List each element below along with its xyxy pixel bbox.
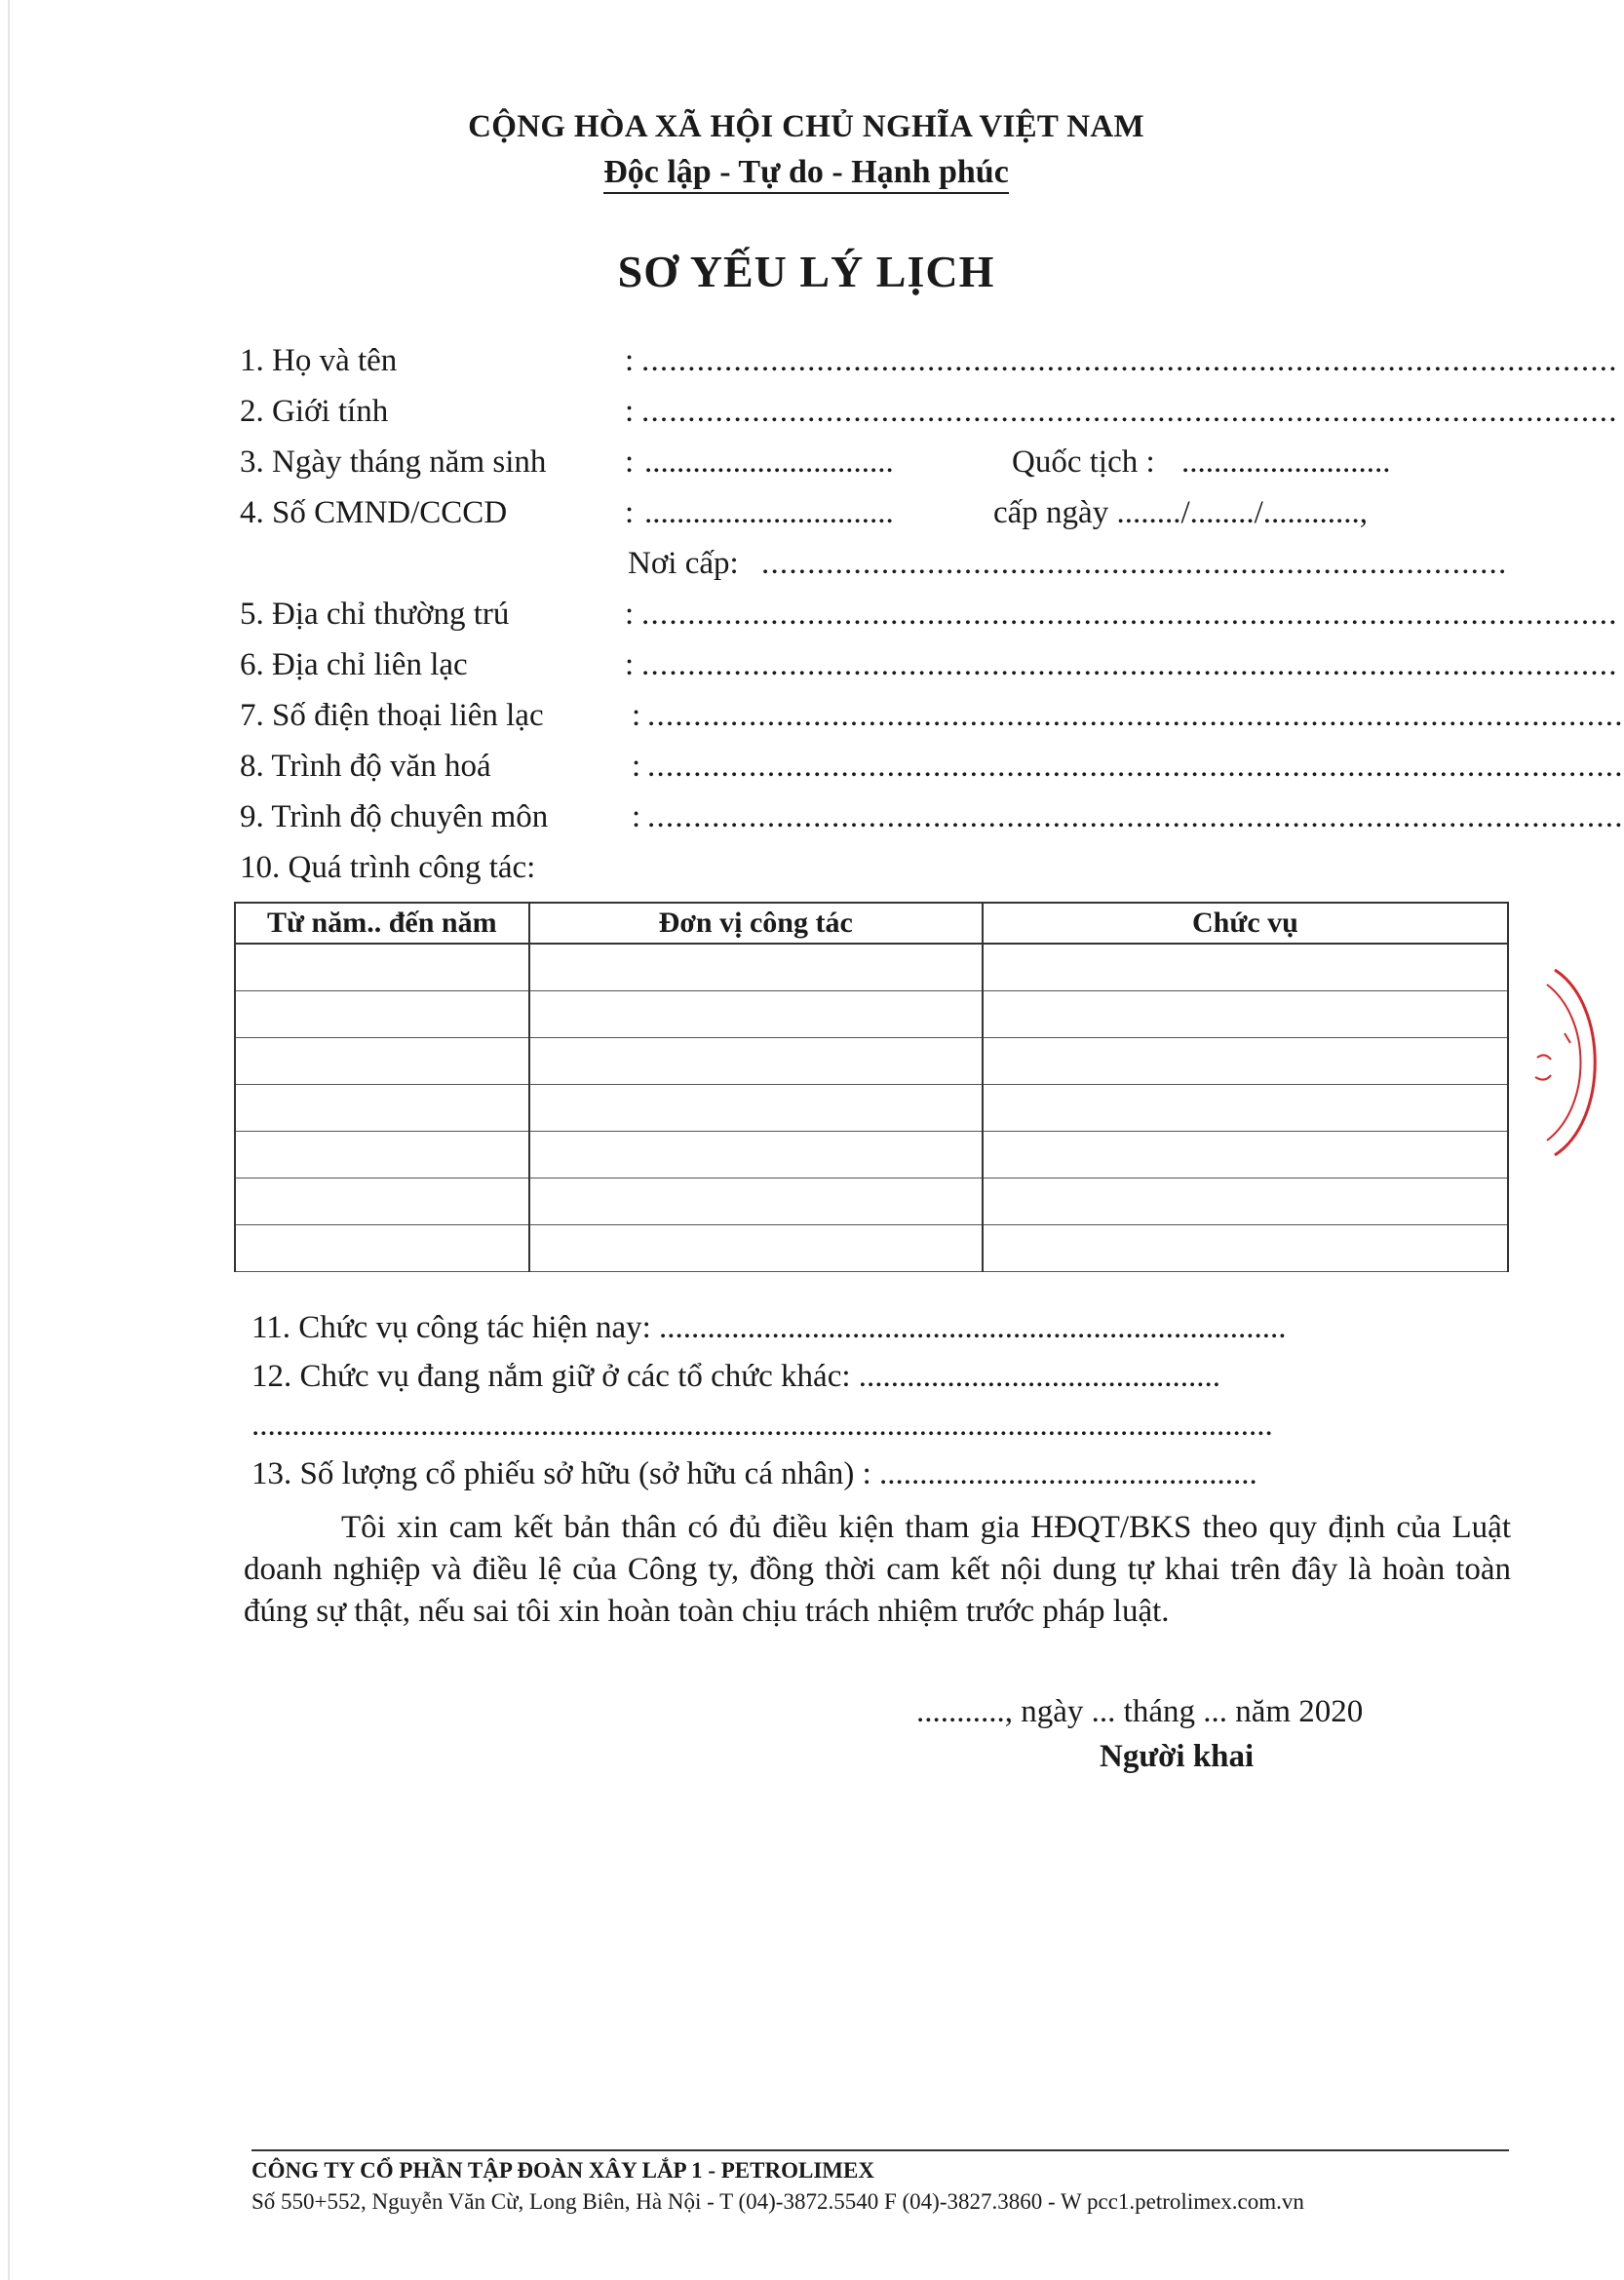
table-cell[interactable]: [529, 1085, 983, 1132]
fill-line: ..........................................................................................................: [647, 698, 1624, 733]
table-cell[interactable]: [983, 944, 1508, 991]
field-issue-place[interactable]: [240, 546, 1508, 589]
field-colon: :: [625, 597, 635, 632]
field-label: 8. Trình độ văn hoá: [240, 749, 491, 784]
table-cell[interactable]: [529, 1038, 983, 1085]
field-colon: :: [625, 394, 635, 429]
signature-date: ..........., ngày ... tháng ... năm 2020: [916, 1694, 1364, 1729]
table-row: [235, 1038, 1508, 1085]
field-colon: :: [625, 495, 635, 530]
nation-heading: CỘNG HÒA XÃ HỘI CHỦ NGHĨA VIỆT NAM: [468, 109, 1144, 144]
footer-divider: [251, 2149, 1509, 2151]
fill-line: ...............................: [644, 495, 894, 530]
field-gender[interactable]: [240, 394, 1618, 437]
field-qualification[interactable]: [240, 799, 1624, 842]
table-cell[interactable]: [529, 1225, 983, 1272]
table-cell[interactable]: [235, 1179, 529, 1225]
fill-line: ..........................................................................................................: [641, 343, 1618, 378]
stamp-icon: [1526, 965, 1613, 1160]
field-shares-owned[interactable]: 13. Số lượng cổ phiếu sở hữu (sở hữu cá nhân) : ...............................................: [251, 1456, 1257, 1491]
fill-line: ..........................: [1181, 444, 1391, 480]
nationality-label: Quốc tịch :: [1012, 444, 1155, 480]
fill-line: ..........................................................................................................: [647, 749, 1624, 784]
footer-address: Số 550+552, Nguyễn Văn Cừ, Long Biên, Hà Nội - T (04)-3872.5540 F (04)-3827.3860 - W pcc1.petrolimex.com.vn: [251, 2189, 1304, 2214]
field-other-positions-cont[interactable]: ...............................................................................................................................: [251, 1408, 1273, 1443]
col-header-position: Chức vụ: [983, 903, 1508, 944]
col-header-period: Từ năm.. đến năm: [235, 903, 529, 944]
table-cell[interactable]: [235, 1225, 529, 1272]
fill-line: ..........................................................................................................: [647, 799, 1624, 834]
field-full-name[interactable]: [240, 343, 1618, 386]
table-row: [235, 1085, 1508, 1132]
field-current-position[interactable]: 11. Chức vụ công tác hiện nay: ..............................................................................: [251, 1310, 1287, 1345]
table-cell[interactable]: [235, 944, 529, 991]
signer-label: Người khai: [1100, 1739, 1255, 1774]
table-cell[interactable]: [983, 1038, 1508, 1085]
field-label: 6. Địa chỉ liên lạc: [240, 647, 468, 682]
table-row: [235, 1132, 1508, 1179]
seal-stamp-fragment: [1526, 965, 1613, 1160]
fill-line: ..........................................................................................................: [641, 394, 1618, 429]
fill-line: ..........................................................................................................: [641, 647, 1618, 682]
table-cell[interactable]: [235, 1038, 529, 1085]
field-label: 10. Quá trình công tác:: [240, 850, 536, 885]
table-cell[interactable]: [529, 991, 983, 1038]
issue-place-label: Nơi cấp:: [628, 546, 739, 581]
field-label: 2. Giới tính: [240, 394, 389, 429]
field-colon: :: [632, 698, 641, 733]
table-row: [235, 1225, 1508, 1272]
field-phone[interactable]: [240, 698, 1624, 741]
fill-line: ..........................................................................................................: [641, 597, 1618, 632]
fill-line: .................................................................................: [761, 546, 1508, 581]
field-label: 5. Địa chỉ thường trú: [240, 597, 510, 632]
field-label: 1. Họ và tên: [240, 343, 398, 378]
table-row: [235, 1179, 1508, 1225]
table-cell[interactable]: [983, 1085, 1508, 1132]
footer-company: CÔNG TY CỔ PHẦN TẬP ĐOÀN XÂY LẮP 1 - PETROLIMEX: [251, 2158, 874, 2183]
table-cell[interactable]: [235, 991, 529, 1038]
field-colon: :: [632, 749, 641, 784]
field-work-history: [240, 850, 1488, 893]
table-row: [235, 944, 1508, 991]
field-colon: :: [625, 343, 635, 378]
table-row: [235, 991, 1508, 1038]
field-date-of-birth[interactable]: [240, 444, 1488, 487]
form-title: SƠ YẾU LÝ LỊCH: [617, 247, 995, 296]
field-education[interactable]: [240, 749, 1624, 792]
field-colon: :: [625, 647, 635, 682]
field-label: 7. Số điện thoại liên lạc: [240, 698, 544, 733]
field-id-number[interactable]: [240, 495, 1488, 538]
col-header-unit: Đơn vị công tác: [529, 903, 983, 944]
table-cell[interactable]: [983, 991, 1508, 1038]
table-cell[interactable]: [529, 1132, 983, 1179]
table-cell[interactable]: [983, 1225, 1508, 1272]
field-label: 9. Trình độ chuyên môn: [240, 799, 549, 834]
fill-line: ...............................: [644, 444, 894, 480]
field-other-positions[interactable]: 12. Chức vụ đang nắm giữ ở các tổ chức khác: .............................................: [251, 1359, 1221, 1394]
field-label: 4. Số CMND/CCCD: [240, 495, 508, 530]
table-cell[interactable]: [235, 1132, 529, 1179]
table-cell[interactable]: [235, 1085, 529, 1132]
issue-date-label: cấp ngày ......../......../............,: [993, 495, 1369, 530]
scan-edge: [8, 0, 10, 2280]
motto-text: Độc lập - Tự do - Hạnh phúc: [603, 154, 1009, 194]
commitment-paragraph: Tôi xin cam kết bản thân có đủ điều kiện tham gia HĐQT/BKS theo quy định của Luật doanh nghiệp và điều lệ của Công ty, đồng thời cam kết nội dung tự khai trên đây là hoàn toàn đúng sự thật, nếu sai tôi xin hoàn toàn chịu trách nhiệm trước pháp luật.: [244, 1510, 1511, 1629]
table-cell[interactable]: [983, 1179, 1508, 1225]
work-history-table: [234, 902, 1509, 1272]
field-permanent-address[interactable]: [240, 597, 1618, 639]
field-contact-address[interactable]: [240, 647, 1618, 690]
motto-heading: [0, 154, 1612, 191]
field-colon: :: [625, 444, 635, 480]
table-cell[interactable]: [529, 1179, 983, 1225]
field-colon: :: [632, 799, 641, 834]
table-header-row: [235, 903, 1508, 944]
table-cell[interactable]: [983, 1132, 1508, 1179]
table-cell[interactable]: [529, 944, 983, 991]
field-label: 3. Ngày tháng năm sinh: [240, 444, 547, 480]
